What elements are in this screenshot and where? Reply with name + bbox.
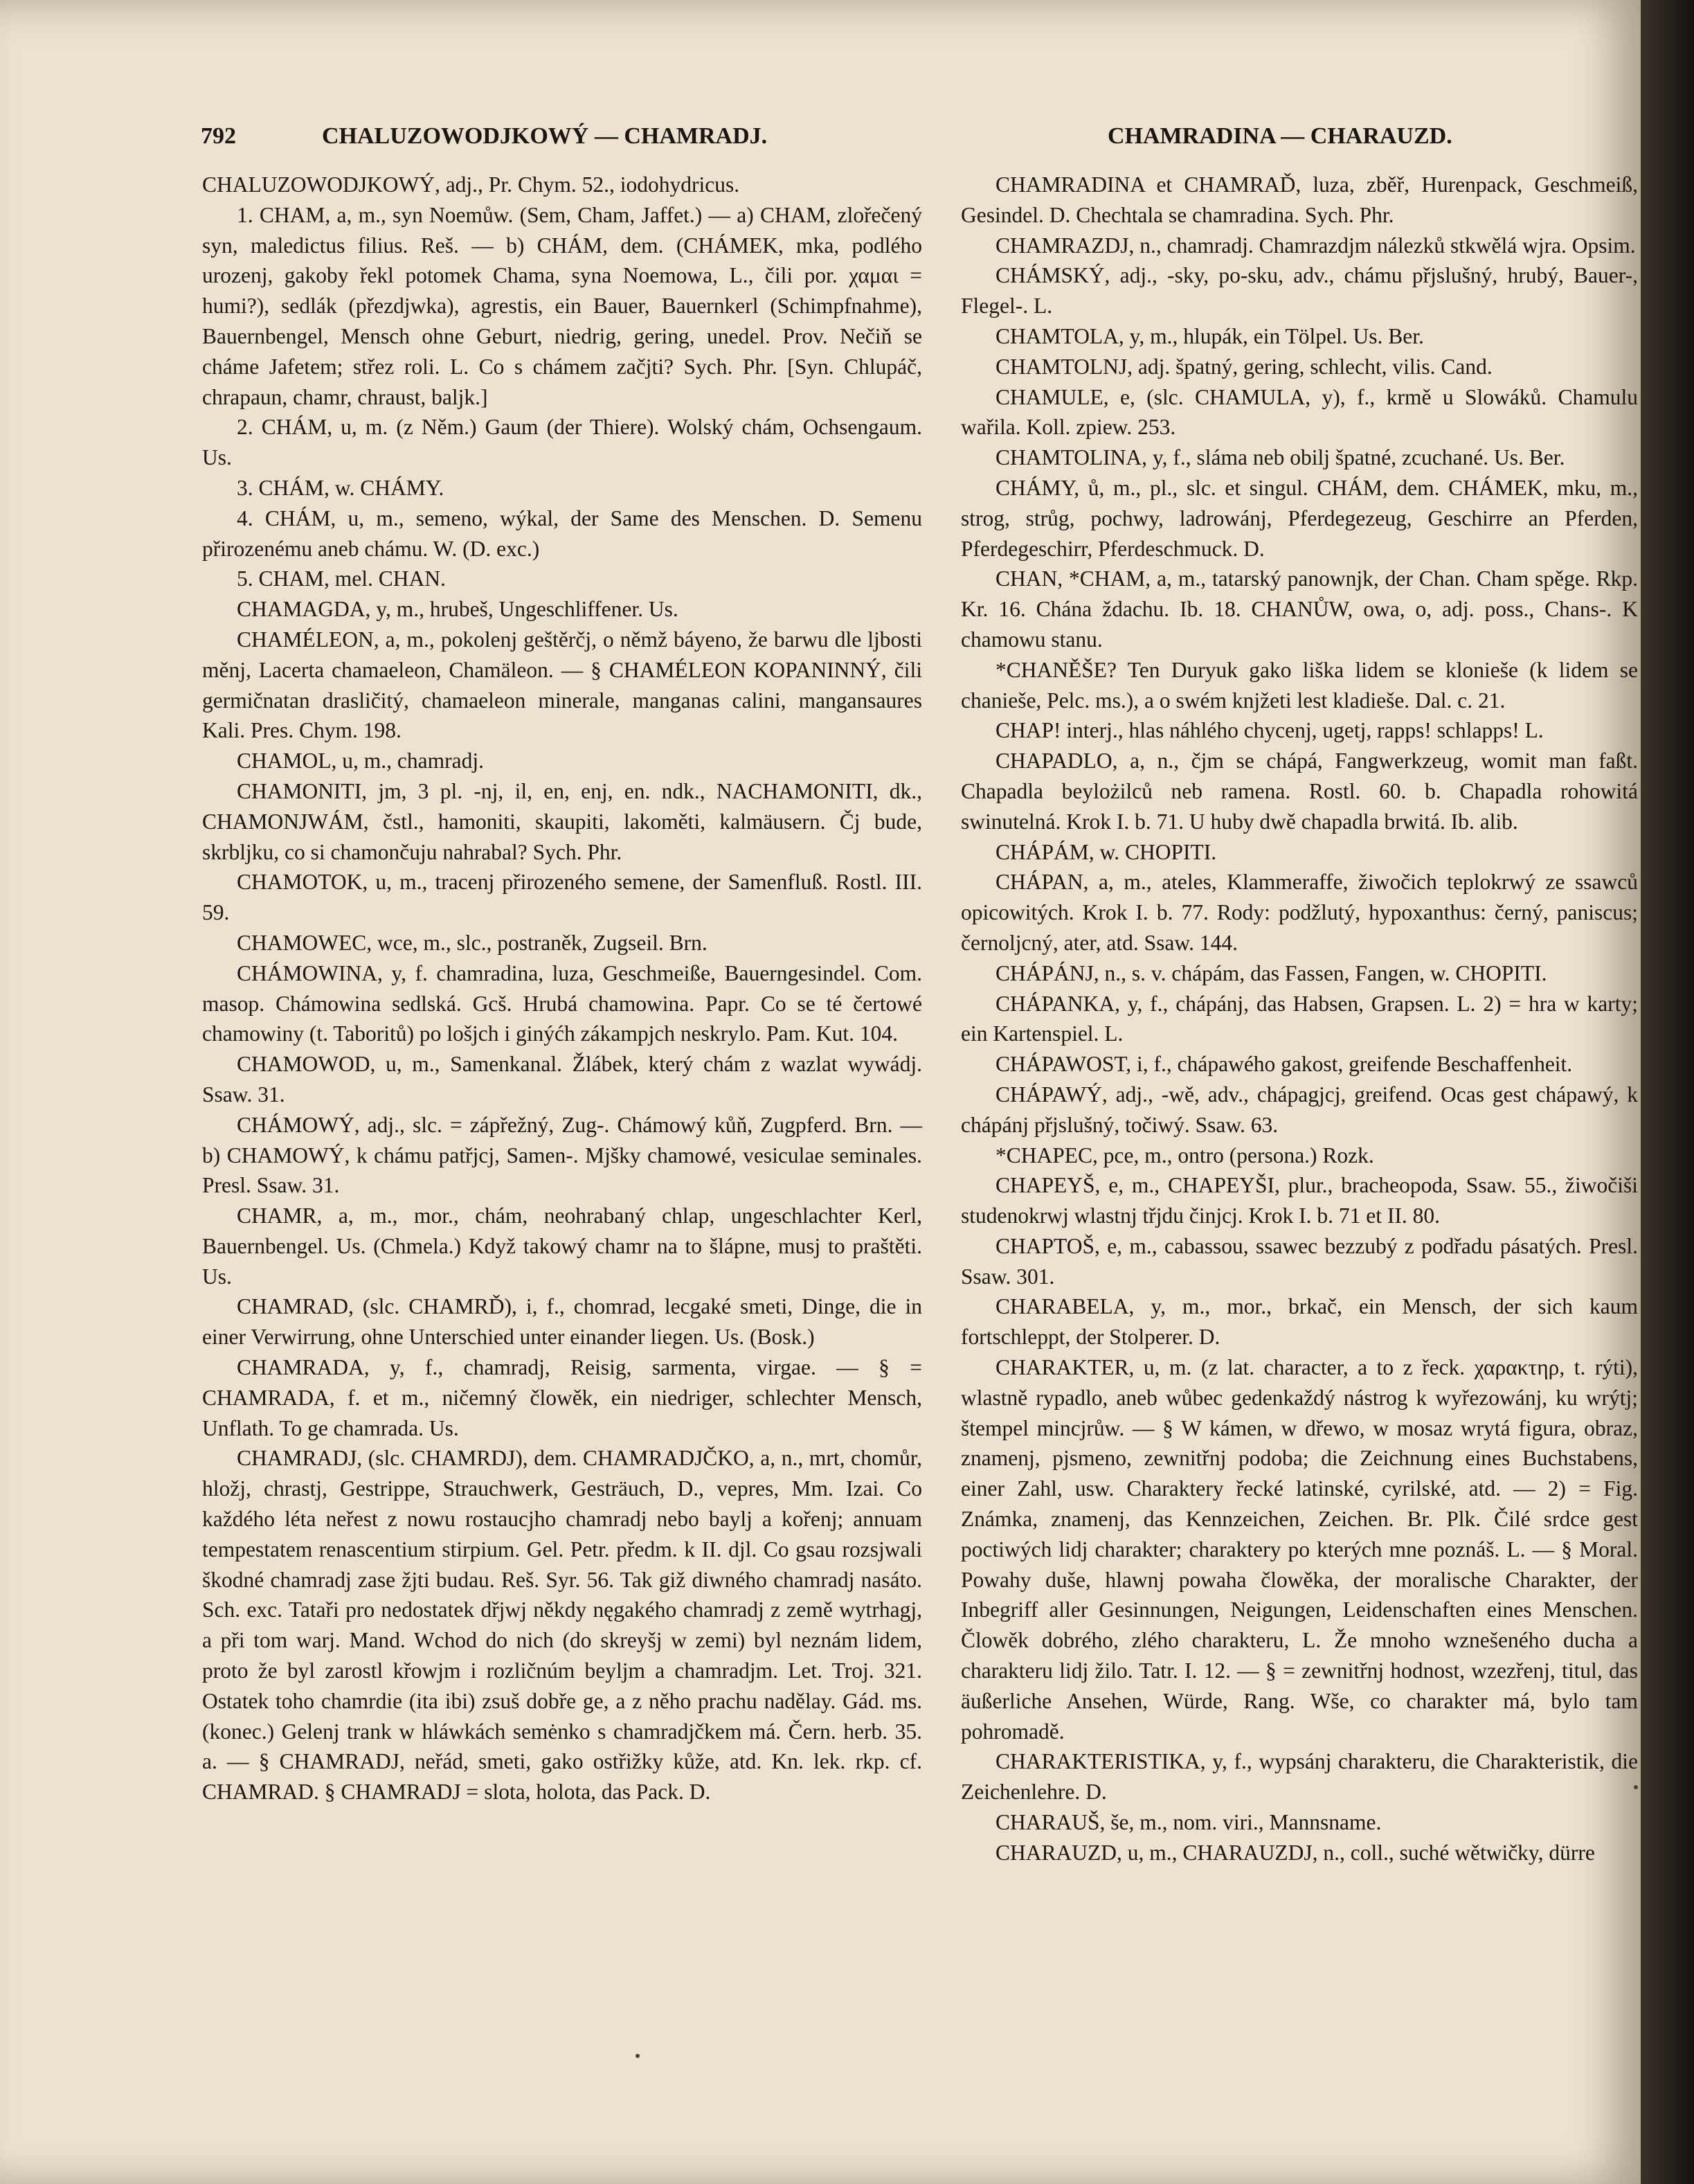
entry: CHAMR, a, m., mor., chám, neohrabaný chlap, ungeschlachter Kerl, Bauernbengel. Us. (Chmela.) Když takowý chamr na to šlápne, musj to praštěti. Us. [202, 1203, 922, 1289]
ink-speck [1634, 1785, 1638, 1789]
entry: CHAPADLO, a, n., čjm se chápá, Fangwerkzeug, womit man faßt. Chapadla beylożilců neb ramena. Rostl. 60. b. Chapadla rohowitá swinutelná. Krok I. b. 71. U huby dwě chapadla brwitá. Ib. alib. [961, 749, 1638, 834]
entry: CHARAKTER, u, m. (z lat. character, a to z řeck. χαρακτηρ, t. rýti), wlastně rypadlo, aneb wůbec gedenkaždý nástrog k wyřezowánj, ku wrýtj; štempel mincjrůw. — § W kámen, w dřewo, w mosaz wrytá figura, obraz, znamenj, pjsmeno, zewnitřnj podoba; die Zeichnung eines Buchstabens, einer Zahl, usw. Charaktery řecké latinské, cyrilské, atd. — 2) = Fig. Známka, znamenj, das Kennzeichen, Zeichen. Br. Plk. Čilé srdce gest poctiwých lidj charakter; charaktery po kterých mne poznáš. L. — § Moral. Powahy duše, hlawnj powaha člowěka, der moralische Charakter, der Inbegriff aller Gesinnungen, Neigungen, Leidenschaften eines Menschen. Člowěk dobrého, zlého charakteru, L. Že mnoho wznešeného ducha a charakteru lidj žilo. Tatr. I. 12. — § = zewnitřnj hodnost, wzezřenj, titul, das äußerliche Ansehen, Würde, Rang. Wše, co charakter má, bylo tam pohromadě. [961, 1355, 1638, 1744]
entry: CHÁPÁM, w. CHOPITI. [995, 839, 1217, 864]
entry: CHAMTOLINA, y, f., sláma neb obilj špatné, zcuchané. Us. Ber. [995, 445, 1565, 470]
ink-speck [636, 2054, 640, 2058]
right-column [961, 170, 1638, 1868]
entry: CHAMOL, u, m., chamradj. [237, 749, 484, 773]
entry: CHAMTOLNJ, adj. špatný, gering, schlecht, vilis. Cand. [995, 354, 1493, 379]
entry: CHAMRADJ, (slc. CHAMRDJ), dem. CHAMRADJČKO, a, n., mrt, chomůr, hložj, chrastj, Gestrippe, Strauchwerk, Gesträuch, D., vepres, Mm. Izai. Co každého léta neřest z nowu rostaucjho chamradj nebo baylj a kořenj; annuam tempestatem renascentium stirpium. Gel. Petr. předm. k II. djl. Co gsau rozsjwali škodné chamradj zase žjti budau. Reš. Syr. 56. Tak giž diwného chamradj nasáto. Sch. exc. Tataři pro nedostatek dřjwj někdy nęgakého chamradj z země wytrhagj, a při tom warj. Mand. Wchod do nich (do skreyšj w zemi) byl neznám lidem, proto že byl zarostl křowjm i rozličnúm beyljm a chamradjm. Let. Troj. 321. Ostatek toho chamrdie (ita ibi) zsuš dobře ge, a z něho prachu nadělay. Gád. ms. (konec.) Gelenj trank w hláwkách semėnko s chamradjčkem má. Čern. herb. 35. a. — § CHAMRADJ, neřád, smeti, gako ostřižky kůže, atd. Kn. lek. rkp. cf. CHAMRAD. § CHAMRADJ = slota, holota, das Pack. D. [202, 1446, 922, 1805]
entry: 3. CHÁM, w. CHÁMY. [237, 475, 444, 500]
entry: CHÁMY, ů, m., pl., slc. et singul. CHÁM, dem. CHÁMEK, mku, m., strog, strůg, pochwy, ladrowánj, Pferdegezeug, Geschirre an Pferden, Pferdegeschirr, Pferdeschmuck. D. [961, 475, 1638, 561]
entry: CHAMOWOD, u, m., Samenkanal. Žlábek, který chám z wazlat wywádj. Ssaw. 31. [202, 1052, 922, 1107]
entry: CHÁMOWINA, y, f. chamradina, luza, Geschmeiße, Bauerngesindel. Com. masop. Chámowina sedlská. Gcš. Hrubá chamowina. Papr. Co se té čertowé chamowiny (t. Taboritů) po lošjch i ginýćh zákampjch neskrylo. Pam. Kut. 104. [202, 960, 922, 1046]
entry: 5. CHAM, mel. CHAN. [237, 566, 446, 591]
entry: CHAMTOLA, y, m., hlupák, ein Tölpel. Us. Ber. [995, 323, 1424, 348]
entry: CHÁMOWÝ, adj., slc. = zápřežný, Zug-. Chámowý kůň, Zugpferd. Brn. — b) CHAMOWÝ, k chámu patřjcj, Samen-. Mjšky chamowé, vesiculae seminales. Presl. Ssaw. 31. [202, 1112, 922, 1198]
entry: CHAMOTOK, u, m., tracenj přirozeného semene, der Samenfluß. Rostl. III. 59. [202, 870, 922, 925]
entry: CHARAUZD, u, m., CHARAUZDJ, n., coll., suché wětwičky, dürre [995, 1840, 1595, 1865]
entry: CHALUZOWODJKOWÝ, adj., Pr. Chym. 52., iodohydricus. [202, 172, 740, 197]
entry: CHÁPAWOST, i, f., chápawého gakost, greifende Beschaffenheit. [995, 1052, 1573, 1077]
entry: CHAMOWEC, wce, m., slc., postraněk, Zugseil. Brn. [237, 930, 708, 955]
left-column [202, 170, 922, 1807]
entry: CHAPTOŠ, e, m., cabassou, ssawec bezzubý z podřadu pásatých. Presl. Ssaw. 301. [961, 1233, 1638, 1289]
entry: CHÁPANKA, y, f., chápánj, das Habsen, Grapsen. L. 2) = hra w karty; ein Kartenspiel. L. [961, 991, 1638, 1046]
entry: CHÁPÁNJ, n., s. v. chápám, das Fassen, Fangen, w. CHOPITI. [995, 960, 1547, 985]
entry: CHARAUŠ, še, m., nom. viri., Mannsname. [995, 1810, 1382, 1835]
entry: CHÁPAN, a, m., ateles, Klammeraffe, žiwočich teplokrwý ze ssawců opicowitých. Krok I. b. 77. Rody: podžlutý, hypoxanthus: černý, paniscus; černoljcný, ater, atd. Ssaw. 144. [961, 870, 1638, 955]
entry: CHÁMSKÝ, adj., -sky, po-sku, adv., chámu přjslušný, hrubý, Bauer-, Flegel-. L. [961, 263, 1638, 319]
entry: CHAMÉLEON, a, m., pokolenj geštěrčj, o němž báyeno, že barwu dle ljbosti měnj, Lacerta chamaeleon, Chamäleon. — § CHAMÉLEON KOPANINNÝ, čili germičnatan drasličitý, chamaeleon minerale, manganas calini, mangansaures Kali. Pres. Chym. 198. [202, 627, 922, 743]
entry: CHAMRADINA et CHAMRAĎ, luza, zběř, Hurenpack, Geschmeiß, Gesindel. D. Chechtala se chamradina. Sych. Phr. [961, 172, 1638, 227]
right-running-title: CHAMRADINA — CHARAUZD. [1108, 123, 1452, 149]
entry: *CHANĚŠE? Ten Duryuk gako liška lidem se kloniešе (k lidem se chanieše, Pelc. ms.), a o swém knjžeti lest kladieše. Dal. c. 21. [961, 657, 1638, 713]
book-spine-edge [1641, 0, 1694, 2184]
entry: 4. CHÁM, u, m., semeno, wýkal, der Same des Menschen. D. Semenu přirozenému aneb chámu. W. (D. exc.) [202, 505, 922, 561]
entry: 2. CHÁM, u, m. (z Něm.) Gaum (der Thiere). Wolský chám, Ochsengaum. Us. [202, 415, 922, 470]
entry: *CHAPEC, pce, m., ontro (persona.) Rozk. [995, 1143, 1374, 1167]
entry: CHAMAGDA, y, m., hrubeš, Ungeschliffener. Us. [237, 597, 678, 622]
entry: CHAMRADA, y, f., chamradj, Reisig, sarmenta, virgae. — § = CHAMRADA, f. et m., ničemný člowěk, ein niedriger, schlechter Mensch, Unflath. To ge chamrada. Us. [202, 1355, 922, 1440]
entry: CHAMRAZDJ, n., chamradj. Chamrazdjm nálezků stkwělá wjra. Opsim. [995, 233, 1636, 258]
entry: CHAP! interj., hlas náhlého chycenj, ugetj, rapps! schlapps! L. [995, 718, 1544, 743]
entry: CHARAKTERISTIKA, y, f., wypsánj charakteru, die Charakteristik, die Zeichenlehre. D. [961, 1749, 1638, 1805]
entry: CHAMULE, e, (slc. CHAMULA, y), f., krmě u Slowáků. Chamulu wařila. Koll. zpiew. 253. [961, 384, 1638, 440]
running-header [201, 123, 1627, 158]
entry: CHÁPAWÝ, adj., -wě, adv., chápagjcj, greifend. Ocas gest chápawý, k chápánj přjslušný, točiwý. Ssaw. 63. [961, 1082, 1638, 1137]
left-running-title: CHALUZOWODJKOWÝ — CHAMRADJ. [322, 123, 768, 149]
entry: CHARABELA, y, m., mor., brkač, ein Mensch, der sich kaum fortschleppt, der Stolperer. D. [961, 1294, 1638, 1350]
entry: CHAN, *CHAM, a, m., tatarský panownjk, der Chan. Cham spěge. Rkp. Kr. 16. Chána ždachu. Ib. 18. CHANŮW, owa, o, adj. poss., Chans-. K chamowu stanu. [961, 566, 1638, 652]
entry: CHAPEYŠ, e, m., CHAPEYŠI, plur., bracheopoda, Ssaw. 55., žiwočiši studenokrwj wlastnj třjdu činjcj. Krok I. b. 71 et II. 80. [961, 1173, 1638, 1228]
entry: CHAMRAD, (slc. CHAMRĎ), i, f., chomrad, lecgaké smeti, Dinge, die in einer Verwirrung, ohne Unterschied unter einander liegen. Us. (Bosk.) [202, 1294, 922, 1350]
entry: 1. CHAM, a, m., syn Noemůw. (Sem, Cham, Jaffet.) — a) CHAM, zlořečený syn, maledictus filius. Reš. — b) CHÁM, dem. (CHÁMEK, mka, podlého urozenj, gakoby řekl potomek Chama, syna Noemowa, L., čili por. χαμαι = humi?), sedlák (přezdjwka), agrestis, ein Bauer, Bauernkerl (Schimpfnahme), Bauernbengel, Mensch ohne Geburt, niedrig, gering, unedel. Prov. Nečiň se cháme Jafetem; střez roli. L. Co s chámem začjti? Sych. Phr. [Syn. Chlupáč, chrapaun, chamr, chraust, baljk.] [202, 202, 922, 409]
entry: CHAMONITI, jm, 3 pl. -nj, il, en, enj, en. ndk., NACHAMONITI, dk., CHAMONJWÁM, čstl., hamoniti, skaupiti, lakoměti, kalmäusern. Čj bude, skrbljku, co si chamončuju nahrabal? Sych. Phr. [202, 778, 922, 864]
page-number: 792 [201, 123, 236, 149]
